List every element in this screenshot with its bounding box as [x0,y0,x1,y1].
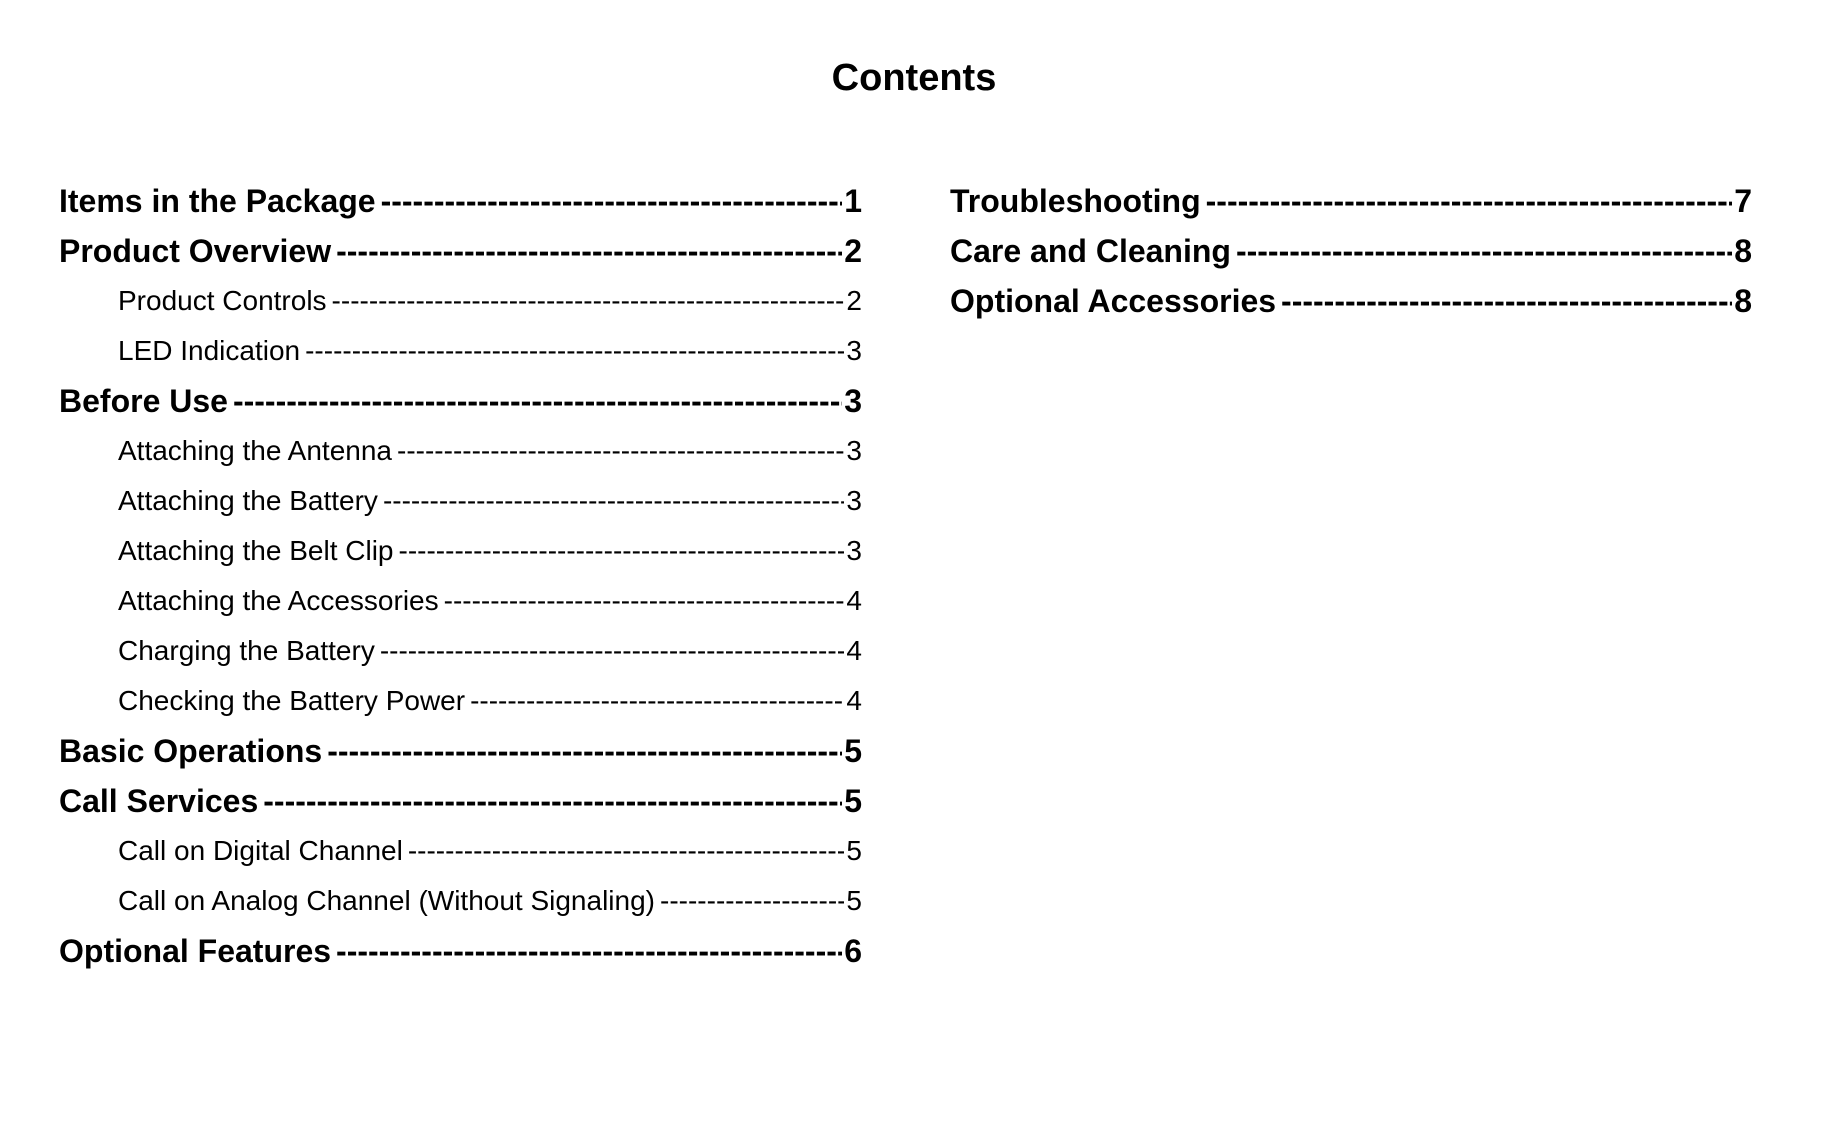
toc-entry-page: 4 [846,685,862,716]
toc-entry-page: 2 [844,233,862,269]
toc-entry-page: 4 [846,635,862,666]
toc-leader [383,476,844,526]
toc-entry-page: 4 [846,585,862,616]
toc-entry-label: Product Controls [118,285,327,316]
toc-entry-label: LED Indication [118,335,301,366]
toc-entry-page: 8 [1734,283,1752,319]
toc-entry-label: Optional Accessories [950,283,1277,319]
toc-entry-label: Attaching the Antenna [118,435,392,466]
page-title: Contents [831,57,997,99]
toc-entry-page: 3 [846,435,862,466]
toc-entry-label: Care and Cleaning [950,233,1231,269]
toc-entry-page: 3 [844,383,862,419]
toc-entry-page: 3 [846,335,862,366]
toc-entry-page: 5 [846,885,862,916]
toc-leader [233,376,842,426]
toc-leader [399,526,845,576]
toc-entry-charging-the-battery[interactable] [59,626,862,676]
toc-entry-call-on-digital-channel[interactable] [59,826,862,876]
toc-left-column [59,176,862,976]
toc-entry-label: Call on Analog Channel (Without Signaling) [118,885,655,916]
toc-entry-label: Items in the Package [59,183,376,219]
toc-entry-label: Call Services [59,783,259,819]
toc-entry-label: Product Overview [59,233,332,269]
toc-entry-attaching-the-battery[interactable] [59,476,862,526]
toc-leader [332,276,845,326]
toc-leader [660,876,844,926]
toc-entry-page: 2 [846,285,862,316]
toc-entry-before-use[interactable] [59,376,862,426]
toc-entry-care-and-cleaning[interactable] [950,226,1752,276]
toc-leader [263,776,842,826]
toc-entry-optional-accessories[interactable] [950,276,1752,326]
toc-entry-label: Troubleshooting [950,183,1201,219]
toc-entry-product-controls[interactable] [59,276,862,326]
toc-entry-label: Charging the Battery [118,635,375,666]
toc-leader [1236,226,1732,276]
toc-entry-page: 6 [844,933,862,969]
toc-right-column [950,176,1752,326]
toc-entry-page: 7 [1734,183,1752,219]
toc-leader [444,576,845,626]
toc-leader [397,426,844,476]
toc-leader [336,926,842,976]
toc-entry-optional-features[interactable] [59,926,862,976]
toc-entry-product-overview[interactable] [59,226,862,276]
toc-entry-label: Before Use [59,383,228,419]
toc-entry-attaching-the-belt-clip[interactable] [59,526,862,576]
toc-entry-page: 3 [846,485,862,516]
toc-entry-page: 5 [844,733,862,769]
toc-leader [470,676,844,726]
toc-entry-page: 3 [846,535,862,566]
toc-entry-label: Call on Digital Channel [118,835,403,866]
toc-entry-attaching-the-accessories[interactable] [59,576,862,626]
toc-entry-troubleshooting[interactable] [950,176,1752,226]
toc-leader [305,326,844,376]
toc-entry-label: Attaching the Battery [118,485,378,516]
toc-leader [327,726,842,776]
toc-entry-checking-the-battery-power[interactable] [59,676,862,726]
toc-entry-attaching-the-antenna[interactable] [59,426,862,476]
toc-leader [381,176,843,226]
toc-entry-led-indication[interactable] [59,326,862,376]
toc-leader [1281,276,1732,326]
toc-leader [408,826,845,876]
toc-entry-page: 8 [1734,233,1752,269]
toc-entry-label: Optional Features [59,933,332,969]
toc-entry-call-services[interactable] [59,776,862,826]
toc-entry-basic-operations[interactable] [59,726,862,776]
toc-leader [380,626,845,676]
toc-entry-label: Basic Operations [59,733,323,769]
toc-entry-page: 1 [844,183,862,219]
toc-entry-items-in-the-package[interactable] [59,176,862,226]
toc-entry-page: 5 [844,783,862,819]
toc-entry-label: Checking the Battery Power [118,685,466,716]
toc-entry-label: Attaching the Accessories [118,585,439,616]
toc-entry-page: 5 [846,835,862,866]
toc-entry-label: Attaching the Belt Clip [118,535,394,566]
toc-leader [1206,176,1733,226]
toc-entry-call-on-analog-channel[interactable] [59,876,862,926]
toc-leader [336,226,842,276]
